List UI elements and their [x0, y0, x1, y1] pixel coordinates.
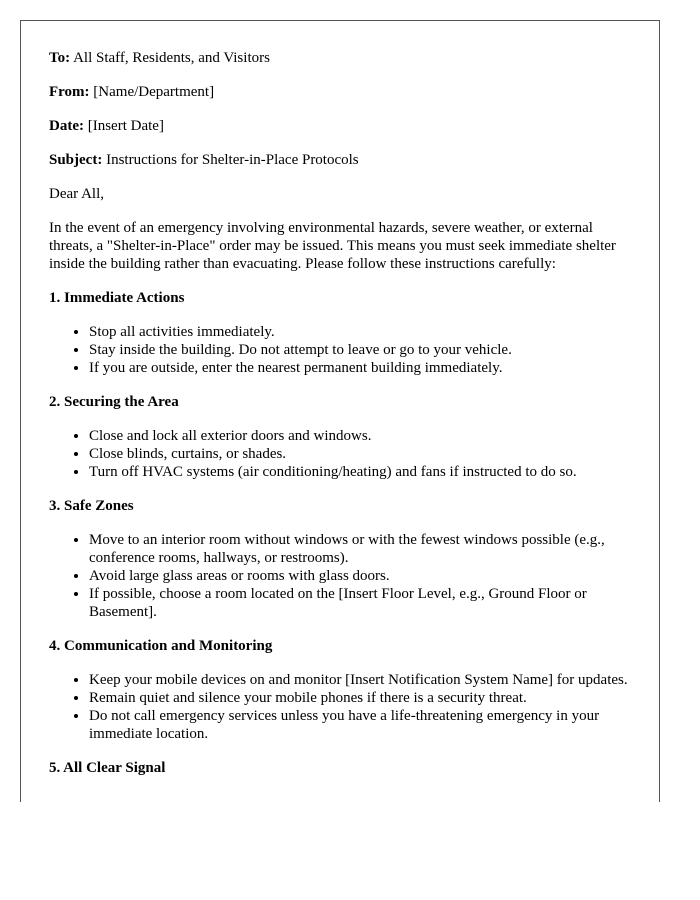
list-item: • Stop all activities immediately. [89, 323, 631, 341]
from-label: From: [49, 84, 90, 100]
from-line [49, 83, 631, 101]
date-line [49, 117, 631, 135]
list-item: • Keep your mobile devices on and monitor [Insert Notification System Name] for updates. [89, 671, 631, 689]
section-heading-immediate-actions: 1. Immediate Actions [49, 290, 185, 306]
section-heading-securing-area: 2. Securing the Area [49, 394, 179, 410]
subject-line [49, 151, 631, 169]
subject-label: Subject: [49, 152, 103, 168]
from-value: [Name/Department] [93, 84, 215, 100]
document-page [20, 20, 660, 802]
list-item: • Close blinds, curtains, or shades. [89, 445, 631, 463]
list-safe-zones [49, 531, 631, 621]
list-communication [49, 671, 631, 743]
section-heading-communication: 4. Communication and Monitoring [49, 638, 273, 654]
list-item: • Move to an interior room without windows or with the fewest windows possible (e.g., conference rooms, hallways, or restrooms). [89, 531, 631, 567]
list-item: • Remain quiet and silence your mobile phones if there is a security threat. [89, 689, 631, 707]
list-item: • Close and lock all exterior doors and windows. [89, 427, 631, 445]
list-immediate-actions [49, 323, 631, 377]
intro-paragraph: In the event of an emergency involving environmental hazards, severe weather, or external threats, a "Shelter-in-Place" order may be issued. This means you must seek immediate shelter inside the building rather than evacuating. Please follow these instructions carefully: [49, 220, 616, 272]
list-item: • Turn off HVAC systems (air conditioning/heating) and fans if instructed to do so. [89, 463, 631, 481]
list-item: • Avoid large glass areas or rooms with glass doors. [89, 567, 631, 585]
date-label: Date: [49, 118, 84, 134]
list-item: • If you are outside, enter the nearest permanent building immediately. [89, 359, 631, 377]
list-item: • Do not call emergency services unless you have a life-threatening emergency in your immediate location. [89, 707, 631, 743]
to-line [49, 49, 631, 67]
date-value: [Insert Date] [87, 118, 164, 134]
document-content [21, 21, 659, 777]
list-item: • If possible, choose a room located on the [Insert Floor Level, e.g., Ground Floor or Basement]. [89, 585, 631, 621]
subject-value: Instructions for Shelter-in-Place Protocols [106, 152, 359, 168]
list-securing-area [49, 427, 631, 481]
section-heading-safe-zones: 3. Safe Zones [49, 498, 134, 514]
to-label: To: [49, 50, 71, 66]
list-item: • Stay inside the building. Do not attempt to leave or go to your vehicle. [89, 341, 631, 359]
section-heading-all-clear: 5. All Clear Signal [49, 760, 166, 776]
greeting: Dear All, [49, 186, 104, 202]
to-value: All Staff, Residents, and Visitors [73, 50, 270, 66]
